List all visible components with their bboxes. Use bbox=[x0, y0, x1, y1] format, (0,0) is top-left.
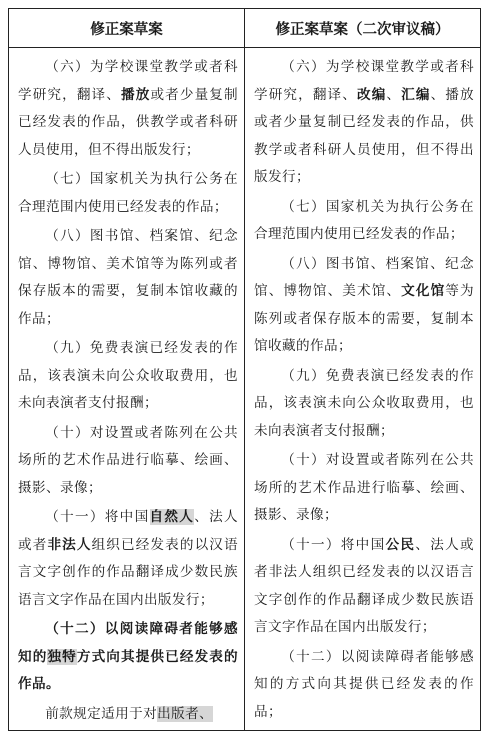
second-review-column bbox=[245, 48, 481, 731]
right-clause-12: （十二）以阅读障碍者能够感知的方式向其提供已经发表的作品； bbox=[254, 648, 474, 720]
right-clause-10: （十）对设置或者陈列在公共场所的艺术作品进行临摹、绘画、摄影、录像； bbox=[254, 452, 474, 523]
emphasis-text: 文化馆 bbox=[401, 283, 446, 299]
clause-text: （十一）将中国 bbox=[281, 536, 386, 553]
emphasis-text: 播放 bbox=[121, 86, 151, 103]
header-second-review-draft: 修正案草案（二次审议稿） bbox=[245, 9, 481, 48]
table-body-row bbox=[9, 48, 481, 731]
emphasis-text: 公民 bbox=[385, 536, 416, 553]
clause-text: （六）为学校课堂教学或者科学研究，翻译、 bbox=[18, 59, 238, 103]
emphasis-text: 非法人 bbox=[47, 536, 92, 553]
clause-text: （十一）将中国 bbox=[45, 509, 150, 525]
highlighted-text: 自然人 bbox=[149, 509, 195, 525]
left-clause-6 bbox=[18, 54, 238, 164]
left-clause-12 bbox=[18, 616, 238, 699]
clause-text: 前款规定适用于对 bbox=[45, 705, 158, 722]
highlighted-text: 独特 bbox=[47, 648, 77, 665]
clause-text: 、播放或者少量复制已经发表的作品，供教学或者科研人员使用，但不得出版发行； bbox=[254, 86, 474, 185]
right-clause-6 bbox=[254, 54, 474, 192]
emphasis-text: 汇编 bbox=[401, 86, 431, 103]
left-clause-7: （七）国家机关为执行公务在合理范围内使用已经发表的作品； bbox=[18, 171, 238, 215]
clause-text: （八）图书馆、档案馆、纪念馆、博物馆、美术馆、 bbox=[254, 255, 474, 299]
right-clause-8 bbox=[254, 251, 474, 361]
right-clause-9: （九）免费表演已经发表的作品，该表演未向公众收取费用，也未向表演者支付报酬； bbox=[254, 367, 474, 439]
highlighted-text: 出版者、 bbox=[157, 705, 214, 722]
clause-text: 组织已经发表的以汉语言文字创作的作品翻译成少数民族语言文字作品在国内出版发行； bbox=[18, 536, 238, 608]
table-header-row bbox=[9, 9, 481, 48]
right-clause-11 bbox=[254, 532, 474, 642]
clause-text: 、 bbox=[386, 86, 402, 103]
clause-text: 等为陈列或者保存版本的需要，复制本馆收藏的作品； bbox=[254, 283, 474, 354]
clause-text: 或者少量复制已经发表的作品，供教学或者科研人员使用，但不得出版发行； bbox=[18, 86, 238, 158]
clause-text: （六）为学校课堂教学或者科学研究，翻译、 bbox=[254, 59, 474, 103]
left-clause-13 bbox=[18, 701, 238, 729]
left-clause-9: （九）免费表演已经发表的作品，该表演未向公众收取费用，也未向表演者支付报酬； bbox=[18, 340, 238, 411]
left-clause-8: （八）图书馆、档案馆、纪念馆、博物馆、美术馆等为陈列或者保存版本的需要，复制本馆收藏的作品； bbox=[18, 228, 238, 327]
header-draft: 修正案草案 bbox=[9, 9, 245, 48]
right-clause-7: （七）国家机关为执行公务在合理范围内使用已经发表的作品； bbox=[254, 198, 474, 242]
clause-text: （十二）以阅读障碍者能够感知的 bbox=[18, 621, 238, 665]
draft-column bbox=[9, 48, 245, 731]
clause-text: 方式向其提供已经发表的作品。 bbox=[18, 648, 238, 692]
emphasis-text: 改编 bbox=[356, 86, 387, 103]
left-clause-11 bbox=[18, 504, 238, 614]
left-clause-10: （十）对设置或者陈列在公共场所的艺术作品进行临摹、绘画、摄影、录像； bbox=[18, 424, 238, 496]
clause-text: 、法人或者非法人组织已经发表的以汉语言文字创作的作品翻译成少数民族语言文字作品在国内出版发行； bbox=[254, 536, 474, 635]
clause-text: 、法人或者 bbox=[18, 509, 238, 553]
comparison-table bbox=[8, 8, 481, 731]
